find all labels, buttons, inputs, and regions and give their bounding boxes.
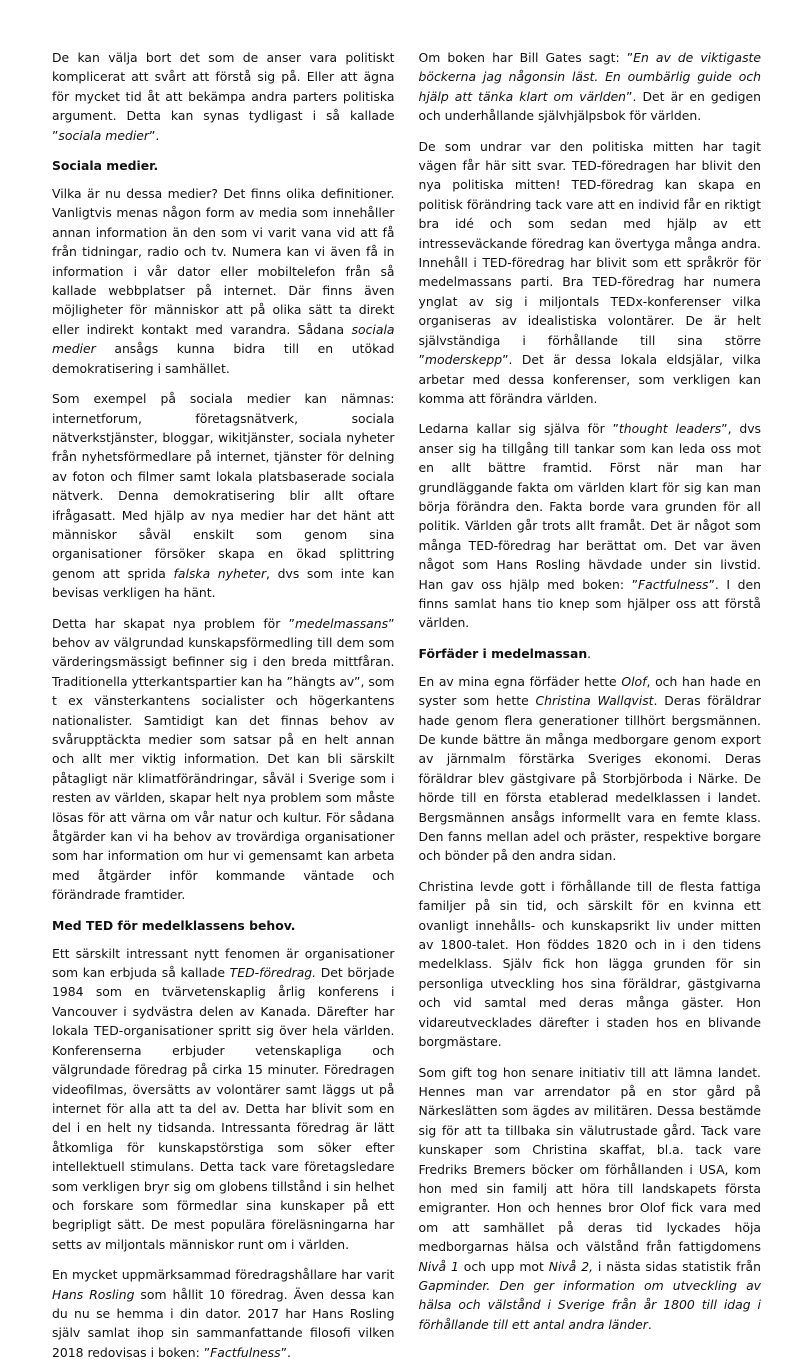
paragraph: De kan välja bort det som de anser vara politiskt komplicerat att svårt att förstå sig på. Eller att ägna för mycket tid åt att bekämpa andra parters politiska argument. Detta kan synas tydligast i så kallade ”sociala medier”. (52, 50, 395, 143)
left-column (52, 48, 395, 1360)
paragraph: Detta har skapat nya problem för ”medelmassans” behov av välgrundad kunskapsförmedling till dem som värderingsmässigt befinner sig i den breda mittfåran. Traditionella ytterkantspartier kan ha ”hängts av”, som t ex vänsterkantens socialister och högerkantens nationalister. Samtidigt kan det finnas behov av svårupptäckta medier som satsar på en helt annan och allt mer viktig information. Det kan bli särskilt påtagligt när klimatförändringar, såväl i Sverige som i resten av världen, skapar helt nya problem som måste lösas för att värna om vår natur och kultur. För sådana åtgärder kan vi ha behov av trovärdiga organisationer som har information om hur vi gemensamt kan arbeta med åtgärder inför kommande väntade och förändrade framtider. (52, 615, 395, 903)
right-column (418, 48, 762, 1332)
paragraph: En mycket uppmärksammad föredragshållare har varit Hans Rosling som hållit 10 föredrag. Även dessa kan du nu se hemma i din dator. 2017 har Hans Rosling själv samlat ihop sin sammanfattande filosofi vilken 2018 redovisas i boken: ”Factfulness”. (52, 1267, 395, 1360)
paragraph: Som gift tog hon senare initiativ till att lämna landet. Hennes man var arrendator på en stor gård på Närkeslätten som ägdes av militären. Dessa bestämde sig för att ta tillbaka sin välutrustade gård. Tack vare kunskaper som Christina skaffat, bl.a. tack vare Fredriks Bremers böcker om förhållanden i USA, kom hon med sin familj att höra till landskapets första emigranter. Hon och hennes bror Olof fick vara med om att samhället på deras tid lyckades höja medborgarnas hälsa och välstånd från fattigdomens Nivå 1 och upp mot Nivå 2, i nästa sidas statistik från Gapminder. Den ger information om utveckling av hälsa och välstånd i Sverige från år 1800 till idag i förhållande till ett antal andra länder. (418, 1064, 762, 1332)
paragraph: De som undrar var den politiska mitten har tagit vägen får här sitt svar. TED-föredragen har blivit den nya politiska mitten! TED-föredrag kan skapa en politisk förändring tack vare att en individ får en riktigt bra idé och som sedan med hjälp av ett intresseväckande föredrag kan övertyga många andra. Innehåll i TED-föredrag har blivit som ett språkrör för medelmassans parti. Bra TED-föredrag har numera ynglat av sig i miljontals TEDx-konferenser vilka organiseras av idealistiska volontärer. De är helt självständiga i förhållande till sina större ”moderskepp”. Det är dessa lokala eldsjälar, vilka arbetar med dessa konferenser, som verkligen kan komma att förändra världen. (418, 138, 761, 406)
paragraph: Vilka är nu dessa medier? Det finns olika definitioner. Vanligtvis menas någon form av media som innehåller annan information än den som vi varit vana vid att få från tidningar, radio och tv. Numera kan vi även få in information i vår dator eller mobiltelefon från så kallade webbplatser på internet. Där finns även möjligheter för människor att på olika sätt ta direkt eller indirekt kontakt med varandra. Sådana sociala medier ansågs kunna bidra till en utökad demokratisering i samhället. (52, 186, 395, 376)
paragraph: Om boken har Bill Gates sagt: ”En av de viktigaste böckerna jag någonsin läst. En oumbärlig guide och hjälp att tänka klart om världen”. Det är en gedigen och underhållande självhjälpsbok för världen. (418, 50, 762, 124)
paragraph: Christina levde gott i förhållande till de flesta fattiga familjer på sin tid, och särskilt för en kvinna ett ovanligt innehålls- och kunskapsrikt liv under mitten av 1800-talet. Hon föddes 1820 och in i den tidens medelklass. Själv fick hon lägga grunden för sin personliga utveckling hos sina föräldrar, gästgivarna och vid samtal med deras många gäster. Hon vidareutvecklades därefter i staden hos en blivande borgmästare. (418, 878, 761, 1050)
paragraph: Ledarna kallar sig själva för ”thought leaders”, dvs anser sig ha tillgång till tankar som kan leda oss mot en allt bättre framtid. Först när man har grundläggande fakta om världen klart för sig kan man börja förändra den. Fakta borde vara grunden för all politik. Världen går trots allt framåt. Det är något som många TED-föredrag har berättat om. Det var även något som Hans Rosling hävdade under sin livstid. Han gav oss hjälp med boken: ”Factfulness”. I den finns samlat hans tio knep som hjälper oss att förstå världen. (418, 421, 762, 631)
section-heading-sociala-medier: Sociala medier. (52, 158, 159, 174)
paragraph: En av mina egna förfäder hette Olof, och han hade en syster som hette Christina Wallqvist. Deras föräldrar hade genom flera generationer tillhört bergsmännen. De kunde bättre än många medborgare genom export av järnmalm förstärka Sveriges ekonomi. Deras föräldrar blev gästgivare på Storbjörboda i Närke. De hörde till en första etablerad medelklassen i landet. Bergsmännen ansågs informellt vara en femte klass. Den fanns mellan adel och präster, respektive borgare och bönder på den andra sidan. (418, 673, 762, 864)
section-heading-ted: Med TED för medelklassens behov. (52, 917, 296, 933)
paragraph: Ett särskilt intressant nytt fenomen är organisationer som kan erbjuda så kallade TED-föredrag. Det började 1984 som en tvärvetenskaplig årlig konferens i Vancouver i sydvästra delen av Kanada. Därefter har lokala TED-organisationer spritt sig över hela världen. Konferenserna erbjuder vetenskapliga och välgrundade föredrag på cirka 15 minuter. Föredragen videofilmas, översätts av volontärer samt läggs ut på internet för alla att ta del av. Detta har blivit som en del i en helt ny tidsanda. Intressanta föredrag är lätt åtkomliga för kunskapstörstiga som söker efter intellektuell stimulans. Detta tack vare företagsledare som verkligen bryr sig om globens tillstånd i sin helhet och forskare som förmedlar sina kunskaper på ett begripligt sätt. De mest populära föreläsningarna har setts av miljontals människor runt om i världen. (52, 945, 395, 1252)
paragraph: Som exempel på sociala medier kan nämnas: internetforum, företagsnätverk, sociala nätverkstjänster, bloggar, wikitjänster, sociala nyheter från nyhetsförmedlare på internet, tjänster för delning av foton och filmer samt lokala platsbaserade sociala nätverk. Denna demokratisering blir allt oftare ifrågasatt. Med hjälp av nya medier har det hänt att människor såväl enskilt som genom sina organisationer försöker skapa en ökad splittring genom att sprida falska nyheter, dvs som inte kan bevisas verkligen ha hänt. (52, 391, 395, 601)
section-heading-forfader: Förfäder i medelmassan. (418, 645, 592, 661)
